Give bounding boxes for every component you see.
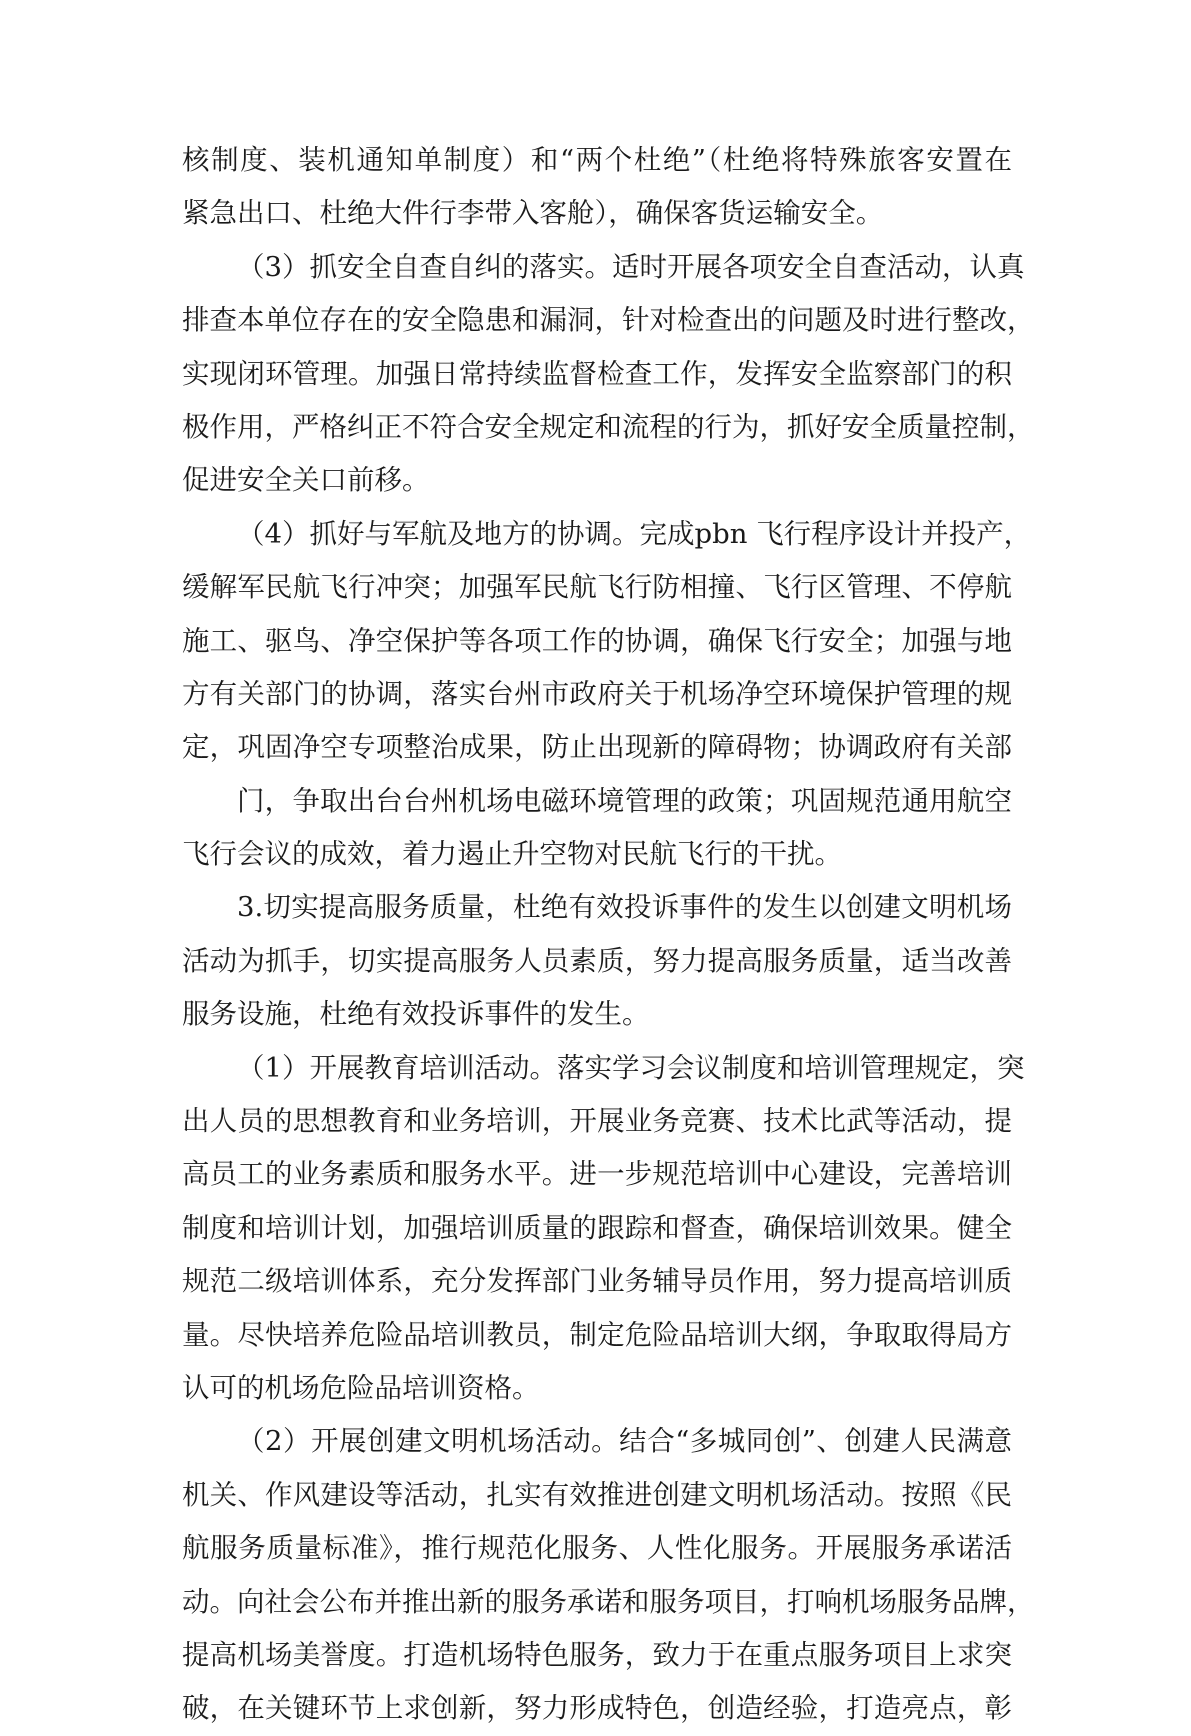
text-line: （3）抓安全自查自纠的落实。适时开展各项安全自查活动，认真 (237, 250, 1025, 283)
text-line: 提高机场美誉度。打造机场特色服务，致力于在重点服务项目上求突 (182, 1638, 1012, 1671)
text-line: 认可的机场危险品培训资格。 (182, 1371, 540, 1404)
text-line: 动。向社会公布并推出新的服务承诺和服务项目，打响机场服务品牌， (182, 1585, 1035, 1618)
text-line: 出人员的思想教育和业务培训，开展业务竞赛、技术比武等活动，提 (182, 1105, 1012, 1138)
document-body-text (182, 134, 1035, 1736)
text-line: 航服务质量标准》，推行规范化服务、人性化服务。开展服务承诺活 (182, 1532, 1012, 1565)
text-line: 排查本单位存在的安全隐患和漏洞，针对检查出的问题及时进行整改， (182, 304, 1035, 337)
text-line: （2）开展创建文明机场活动。结合“多城同创”、创建人民满意 (237, 1425, 1012, 1458)
text-line: 定，巩固净空专项整治成果，防止出现新的障碍物；协调政府有关部 (182, 731, 1012, 764)
text-line: 机关、作风建设等活动，扎实有效推进创建文明机场活动。按照《民 (182, 1478, 1012, 1511)
text-line: 活动为抓手，切实提高服务人员素质，努力提高服务质量，适当改善 (182, 944, 1012, 977)
text-line: 破，在关键环节上求创新，努力形成特色，创造经验，打造亮点，彰 (182, 1692, 1012, 1725)
text-line: 制度和培训计划，加强培训质量的跟踪和督查，确保培训效果。健全 (182, 1211, 1012, 1244)
text-line: （4）抓好与军航及地方的协调。完成pbn 飞行程序设计并投产， (237, 517, 1032, 550)
text-line: 实现闭环管理。加强日常持续监督检查工作，发挥安全监察部门的积 (182, 357, 1012, 390)
text-line: 核制度、装机通知单制度）和“两个杜绝”（杜绝将特殊旅客安置在 (182, 144, 1012, 176)
text-line: 量。尽快培养危险品培训教员，制定危险品培训大纲，争取取得局方 (182, 1318, 1012, 1351)
text-line: 缓解军民航飞行冲突；加强军民航飞行防相撞、飞行区管理、不停航 (182, 571, 1012, 604)
text-line: 规范二级培训体系，充分发挥部门业务辅导员作用，努力提高培训质 (182, 1265, 1012, 1298)
text-line: 促进安全关口前移。 (182, 464, 430, 497)
text-line: 门，争取出台台州机场电磁环境管理的政策；巩固规范通用航空 (237, 784, 1012, 817)
text-line: 紧急出口、杜绝大件行李带入客舱），确保客货运输安全。 (182, 197, 884, 230)
text-line: 方有关部门的协调，落实台州市政府关于机场净空环境保护管理的规 (182, 677, 1012, 710)
text-line: 高员工的业务素质和服务水平。进一步规范培训中心建设，完善培训 (182, 1158, 1012, 1191)
text-line: 极作用，严格纠正不符合安全规定和流程的行为，抓好安全质量控制， (182, 410, 1035, 443)
text-line: （1）开展教育培训活动。落实学习会议制度和培训管理规定，突 (237, 1051, 1025, 1084)
text-line: 服务设施，杜绝有效投诉事件的发生。 (182, 998, 650, 1031)
text-line: 3.切实提高服务质量，杜绝有效投诉事件的发生以创建文明机场 (237, 891, 1012, 924)
text-line: 施工、驱鸟、净空保护等各项工作的协调，确保飞行安全；加强与地 (182, 624, 1012, 657)
text-line: 飞行会议的成效，着力遏止升空物对民航飞行的干扰。 (182, 838, 842, 871)
